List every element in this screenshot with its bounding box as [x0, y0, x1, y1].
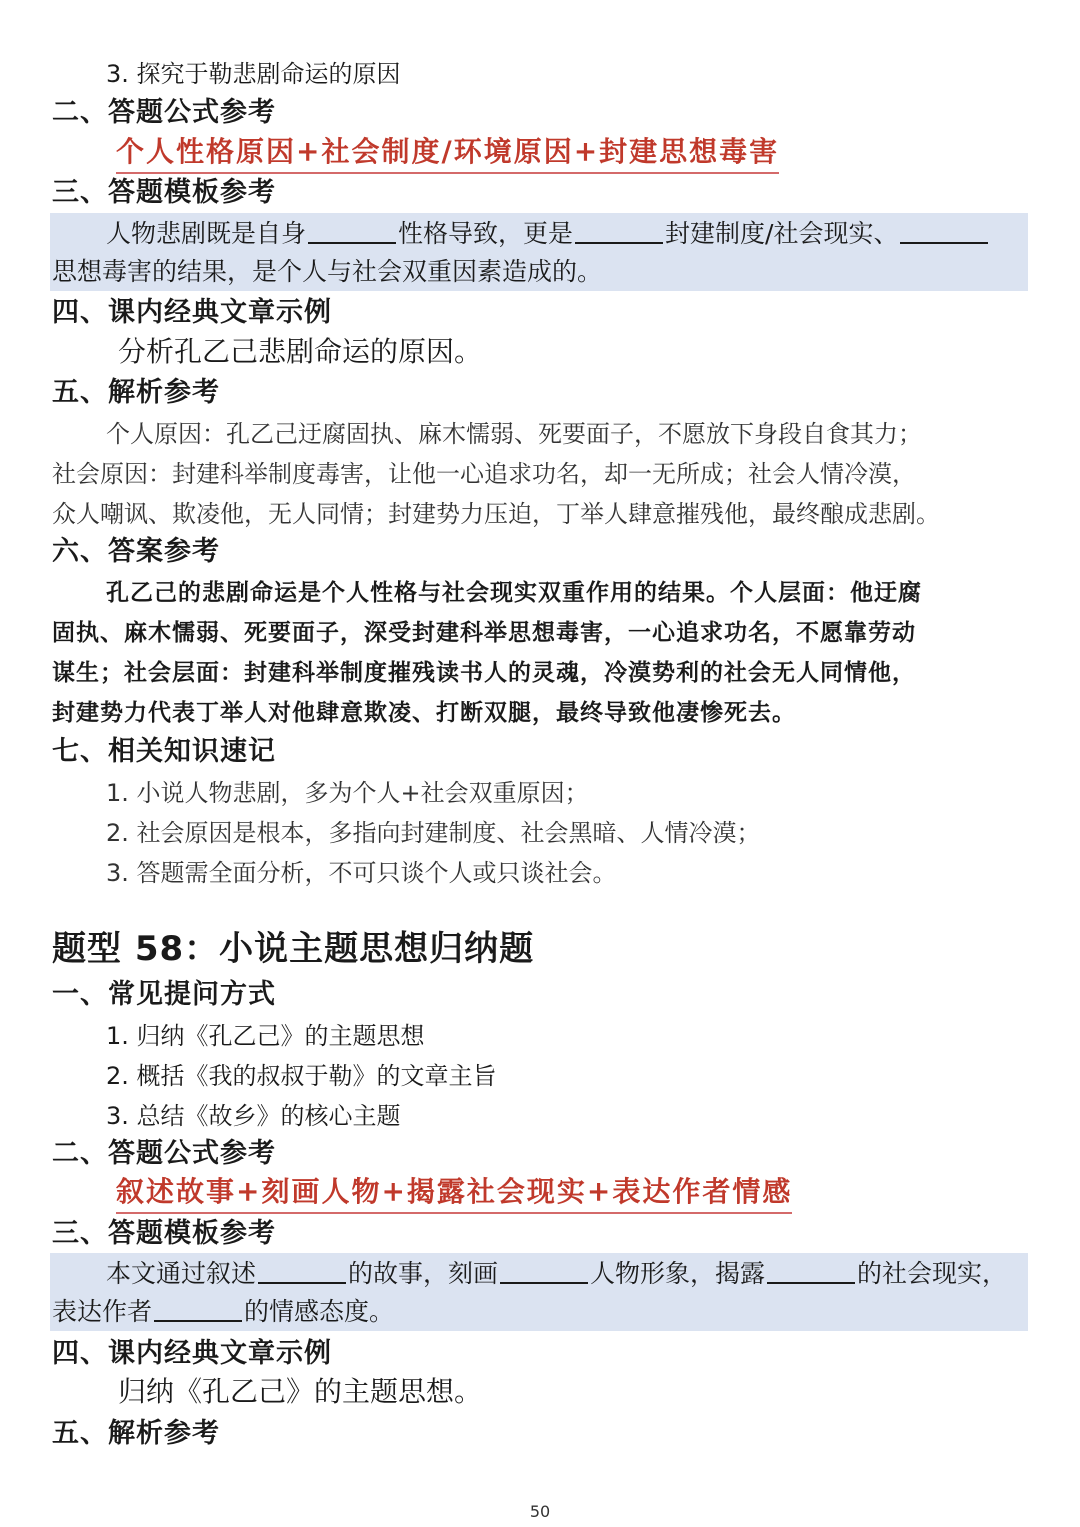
template-text: 的社会现实，	[857, 1259, 1008, 1288]
template-text: 表达作者	[52, 1297, 153, 1326]
analysis-line: 社会原因：封建科举制度毒害，让他一心追求功名，却一无所成；社会人情冷漠，	[52, 460, 916, 488]
template-line	[106, 1255, 1007, 1293]
section-heading: 六、答案参考	[52, 536, 220, 567]
fill-blank	[900, 218, 988, 244]
section-heading: 五、解析参考	[52, 377, 220, 408]
fill-blank	[575, 218, 663, 244]
question-item: 3. 探究于勒悲剧命运的原因	[106, 60, 401, 88]
page-number: 50	[529, 1502, 551, 1521]
template-box	[50, 1253, 1028, 1331]
section-heading: 二、答题公式参考	[52, 97, 276, 128]
answer-formula: 个人性格原因+社会制度/环境原因+封建思想毒害	[116, 132, 779, 174]
template-text: 的故事，刻画	[348, 1259, 499, 1288]
template-text: 封建制度/社会现实、	[665, 219, 899, 248]
template-box	[50, 213, 1028, 291]
template-line	[52, 1293, 394, 1331]
template-text: 人物形象，揭露	[590, 1259, 766, 1288]
example-question: 归纳《孔乙己》的主题思想。	[118, 1375, 483, 1408]
template-text: 人物悲剧既是自身	[106, 219, 307, 248]
section-heading: 二、答题公式参考	[52, 1138, 276, 1169]
fill-blank	[258, 1258, 346, 1284]
template-text: 本文通过叙述	[106, 1259, 257, 1288]
section-heading: 七、相关知识速记	[52, 736, 276, 767]
example-question: 分析孔乙己悲剧命运的原因。	[118, 335, 483, 368]
fill-blank	[500, 1258, 588, 1284]
analysis-line: 个人原因：孔乙己迂腐固执、麻木懦弱、死要面子，不愿放下身段自食其力；	[106, 420, 922, 448]
question-item: 1. 归纳《孔乙己》的主题思想	[106, 1022, 425, 1050]
section-heading: 三、答题模板参考	[52, 1218, 276, 1249]
answer-line: 封建势力代表丁举人对他肆意欺凌、打断双腿，最终导致他凄惨死去。	[52, 699, 796, 726]
knowledge-item: 2. 社会原因是根本，多指向封建制度、社会黑暗、人情冷漠；	[106, 819, 761, 847]
fill-blank	[154, 1296, 242, 1322]
fill-blank	[308, 218, 396, 244]
knowledge-item: 3. 答题需全面分析，不可只谈个人或只谈社会。	[106, 859, 617, 887]
section-heading: 一、常见提问方式	[52, 979, 276, 1010]
answer-line: 谋生；社会层面：封建科举制度摧残读书人的灵魂，冷漠势利的社会无人同情他，	[52, 659, 916, 686]
answer-line: 固执、麻木懦弱、死要面子，深受封建科举思想毒害，一心追求功名，不愿靠劳动	[52, 619, 916, 646]
template-line: 思想毒害的结果，是个人与社会双重因素造成的。	[52, 257, 603, 286]
answer-line: 孔乙己的悲剧命运是个人性格与社会现实双重作用的结果。个人层面：他迂腐	[106, 579, 922, 606]
question-item: 3. 总结《故乡》的核心主题	[106, 1102, 401, 1130]
analysis-line: 众人嘲讽、欺凌他，无人同情；封建势力压迫，丁举人肆意摧残他，最终酿成悲剧。	[52, 500, 940, 528]
section-heading: 四、课内经典文章示例	[52, 1338, 332, 1369]
answer-formula: 叙述故事+刻画人物+揭露社会现实+表达作者情感	[116, 1172, 792, 1214]
knowledge-item: 1. 小说人物悲剧，多为个人+社会双重原因；	[106, 779, 589, 807]
section-heading: 五、解析参考	[52, 1418, 220, 1449]
fill-blank	[767, 1258, 855, 1284]
question-type-heading: 题型 58：小说主题思想归纳题	[52, 929, 535, 969]
template-line	[106, 215, 990, 253]
template-text: 性格导致，更是	[398, 219, 574, 248]
question-item: 2. 概括《我的叔叔于勒》的文章主旨	[106, 1062, 497, 1090]
template-text: 的情感态度。	[244, 1297, 395, 1326]
section-heading: 四、课内经典文章示例	[52, 297, 332, 328]
section-heading: 三、答题模板参考	[52, 177, 276, 208]
